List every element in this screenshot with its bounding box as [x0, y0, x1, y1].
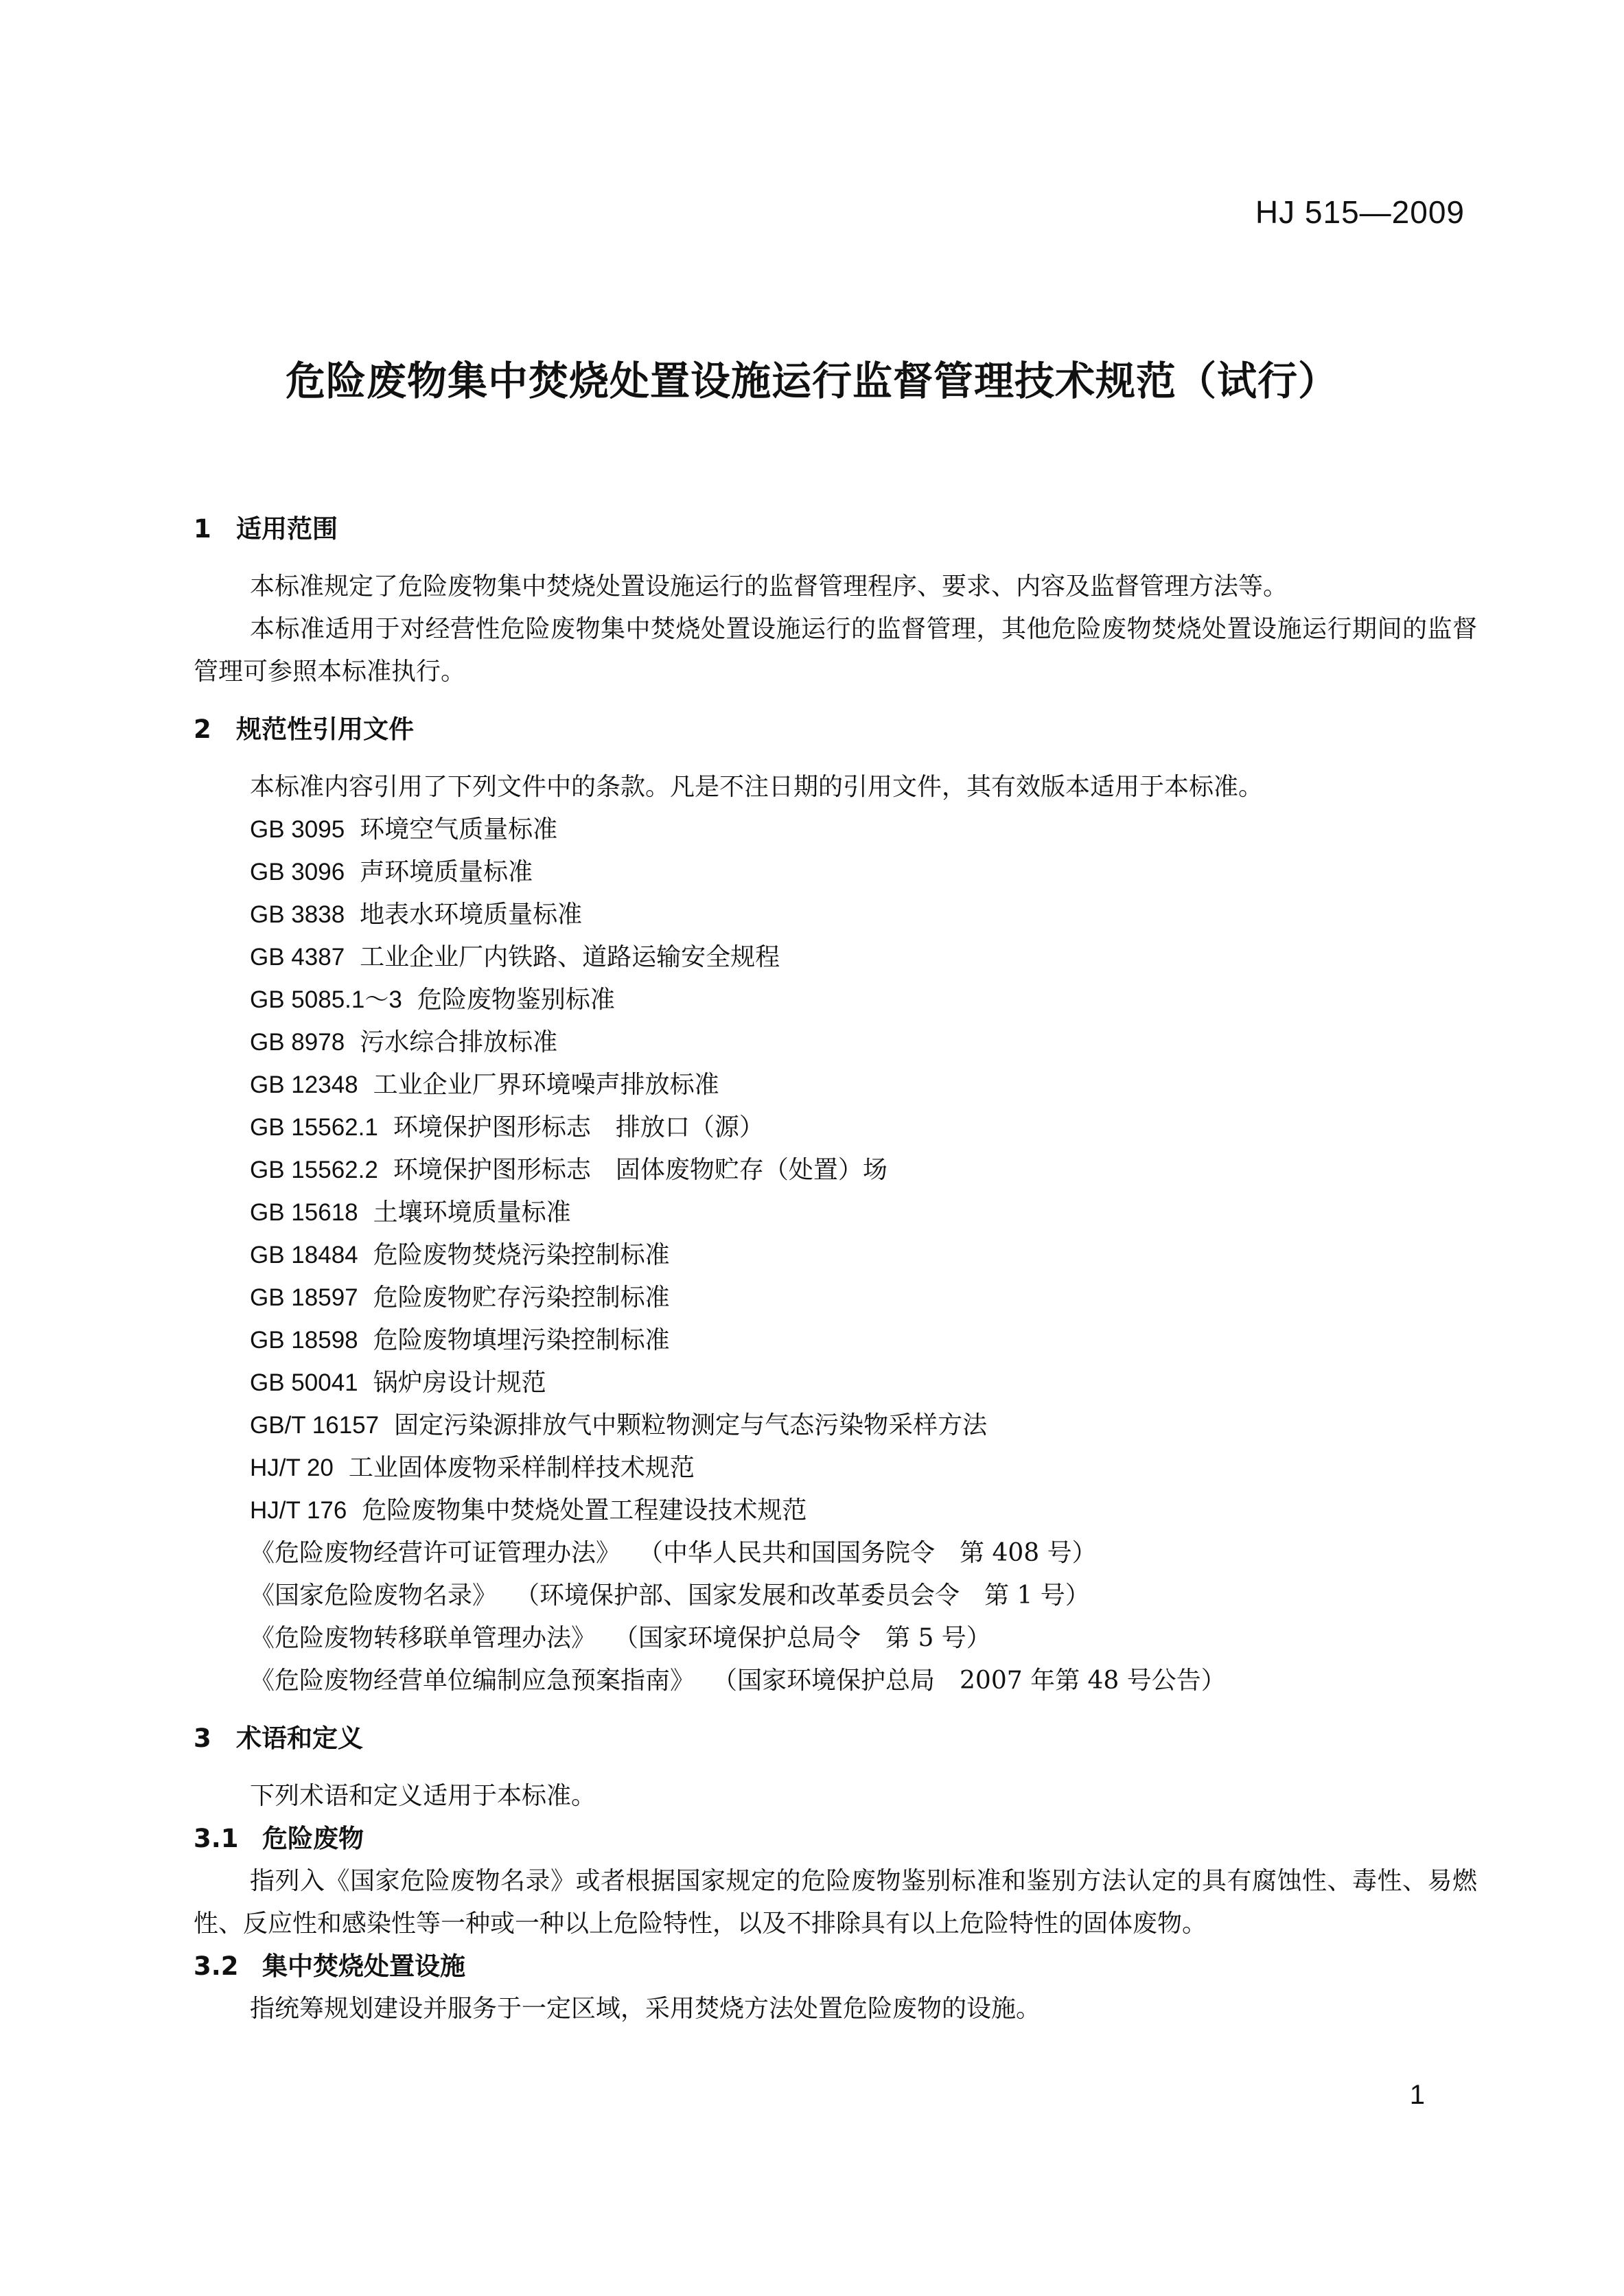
- paragraph: 本标准规定了危险废物集中焚烧处置设施运行的监督管理程序、要求、内容及监督管理方法等。: [250, 572, 1288, 601]
- reference-item: [250, 1489, 1477, 1532]
- reference-code: GB 4387: [250, 944, 345, 971]
- reference-code: GB 12348: [250, 1071, 358, 1098]
- reference-document: [250, 1532, 1477, 1575]
- reference-item: [250, 1192, 1477, 1234]
- document-name: 《危险废物转移联单管理办法》: [250, 1624, 596, 1652]
- document-name: 《危险废物经营单位编制应急预案指南》: [250, 1667, 695, 1695]
- document-issuer: （国家环境保护总局 2007 年第 48 号公告）: [725, 1667, 1226, 1695]
- reference-item: [250, 894, 1477, 936]
- reference-item: [250, 1277, 1477, 1319]
- term-title: 集中焚烧处置设施: [262, 1951, 465, 1981]
- reference-name: 环境保护图形标志 固体废物贮存（处置）场: [393, 1156, 888, 1184]
- reference-name: 危险废物贮存污染控制标准: [373, 1284, 670, 1312]
- reference-item: [250, 1319, 1477, 1362]
- reference-code: GB 18598: [250, 1327, 358, 1354]
- reference-code: HJ/T 20: [250, 1454, 334, 1481]
- reference-name: 工业企业厂界环境噪声排放标准: [373, 1071, 719, 1099]
- document-name: 《国家危险废物名录》: [250, 1581, 498, 1610]
- reference-name: 工业固体废物采样制样技术规范: [348, 1454, 695, 1482]
- reference-name: 固定污染源排放气中颗粒物测定与气态污染物采样方法: [394, 1411, 988, 1439]
- reference-item: [250, 979, 1477, 1021]
- reference-document: [250, 1660, 1477, 1702]
- reference-name: 环境保护图形标志 排放口（源）: [393, 1113, 764, 1141]
- reference-name: 土壤环境质量标准: [373, 1198, 571, 1227]
- term-definition: 指列入《国家危险废物名录》或者根据国家规定的危险废物鉴别标准和鉴别方法认定的具有腐蚀性、毒性、易燃性、反应性和感染性等一种或一种以上危险特性，以及不排除具有以上危险特性的固体废物。: [194, 1867, 1477, 1938]
- section-title: 术语和定义: [236, 1724, 363, 1753]
- reference-code: GB 18484: [250, 1242, 358, 1268]
- paragraph: 本标准内容引用了下列文件中的条款。凡是不注日期的引用文件，其有效版本适用于本标准。: [250, 773, 1264, 801]
- section-title: 适用范围: [236, 514, 338, 544]
- term-number: 3.2: [194, 1951, 239, 1981]
- reference-item: [250, 1404, 1477, 1447]
- reference-list: [250, 809, 1477, 1702]
- reference-code: GB 8978: [250, 1029, 345, 1056]
- reference-name: 锅炉房设计规范: [373, 1369, 546, 1397]
- reference-name: 工业企业厂内铁路、道路运输安全规程: [360, 943, 780, 971]
- term-title: 危险废物: [262, 1824, 364, 1853]
- reference-code: HJ/T 176: [250, 1497, 347, 1524]
- paragraph: 本标准适用于对经营性危险废物集中焚烧处置设施运行的监督管理，其他危险废物焚烧处置设施运行期间的监督管理可参照本标准执行。: [194, 615, 1477, 686]
- reference-code: GB 50041: [250, 1369, 358, 1396]
- reference-code: GB 18597: [250, 1284, 358, 1311]
- document-body: [194, 508, 1477, 2030]
- reference-item: [250, 851, 1477, 894]
- reference-name: 危险废物集中焚烧处置工程建设技术规范: [362, 1496, 807, 1524]
- document-title: 危险废物集中焚烧处置设施运行监督管理技术规范（试行）: [285, 358, 1338, 404]
- reference-name: 声环境质量标准: [360, 858, 533, 886]
- reference-code: GB 5085.1～3: [250, 986, 402, 1013]
- term-heading: [194, 1945, 1477, 1988]
- reference-name: 环境空气质量标准: [360, 815, 558, 844]
- document-name: 《危险废物经营许可证管理办法》: [250, 1539, 621, 1567]
- page-number: 1: [1409, 2080, 1425, 2110]
- term-definition: 指统筹规划建设并服务于一定区域，采用焚烧方法处置危险废物的设施。: [250, 1995, 1041, 2023]
- section-title: 规范性引用文件: [236, 715, 414, 744]
- reference-item: [250, 1021, 1477, 1064]
- reference-item: [250, 936, 1477, 979]
- document-issuer: （环境保护部、国家发展和改革委员会令 第 1 号）: [527, 1581, 1090, 1610]
- reference-item: [250, 1234, 1477, 1277]
- reference-item: [250, 1447, 1477, 1489]
- section-number: 1: [194, 514, 211, 544]
- reference-code: GB 3838: [250, 901, 345, 928]
- reference-name: 污水综合排放标准: [360, 1028, 558, 1056]
- document-issuer: （中华人民共和国国务院令 第 408 号）: [651, 1539, 1097, 1567]
- reference-code: GB 15562.2: [250, 1157, 378, 1183]
- paragraph: 下列术语和定义适用于本标准。: [250, 1782, 596, 1810]
- term-heading: [194, 1818, 1477, 1860]
- reference-name: 危险废物焚烧污染控制标准: [373, 1241, 670, 1269]
- section-2-heading: [194, 708, 1477, 751]
- reference-code: GB 15618: [250, 1199, 358, 1226]
- reference-item: [250, 1362, 1477, 1404]
- document-issuer: （国家环境保护总局令 第 5 号）: [626, 1624, 991, 1652]
- reference-item: [250, 1149, 1477, 1192]
- reference-name: 地表水环境质量标准: [360, 901, 583, 929]
- reference-code: GB/T 16157: [250, 1412, 380, 1439]
- section-number: 2: [194, 715, 211, 744]
- reference-item: [250, 809, 1477, 851]
- reference-item: [250, 1106, 1477, 1149]
- reference-code: GB 15562.1: [250, 1114, 378, 1141]
- term-number: 3.1: [194, 1824, 239, 1853]
- section-3-heading: [194, 1717, 1477, 1760]
- section-number: 3: [194, 1724, 211, 1753]
- standard-code: HJ 515—2009: [1255, 194, 1465, 230]
- reference-code: GB 3096: [250, 859, 345, 885]
- reference-name: 危险废物鉴别标准: [417, 986, 615, 1014]
- reference-name: 危险废物填埋污染控制标准: [373, 1326, 670, 1354]
- reference-item: [250, 1064, 1477, 1106]
- reference-document: [250, 1617, 1477, 1660]
- reference-code: GB 3095: [250, 816, 345, 843]
- section-1-heading: [194, 508, 1477, 550]
- reference-document: [250, 1575, 1477, 1617]
